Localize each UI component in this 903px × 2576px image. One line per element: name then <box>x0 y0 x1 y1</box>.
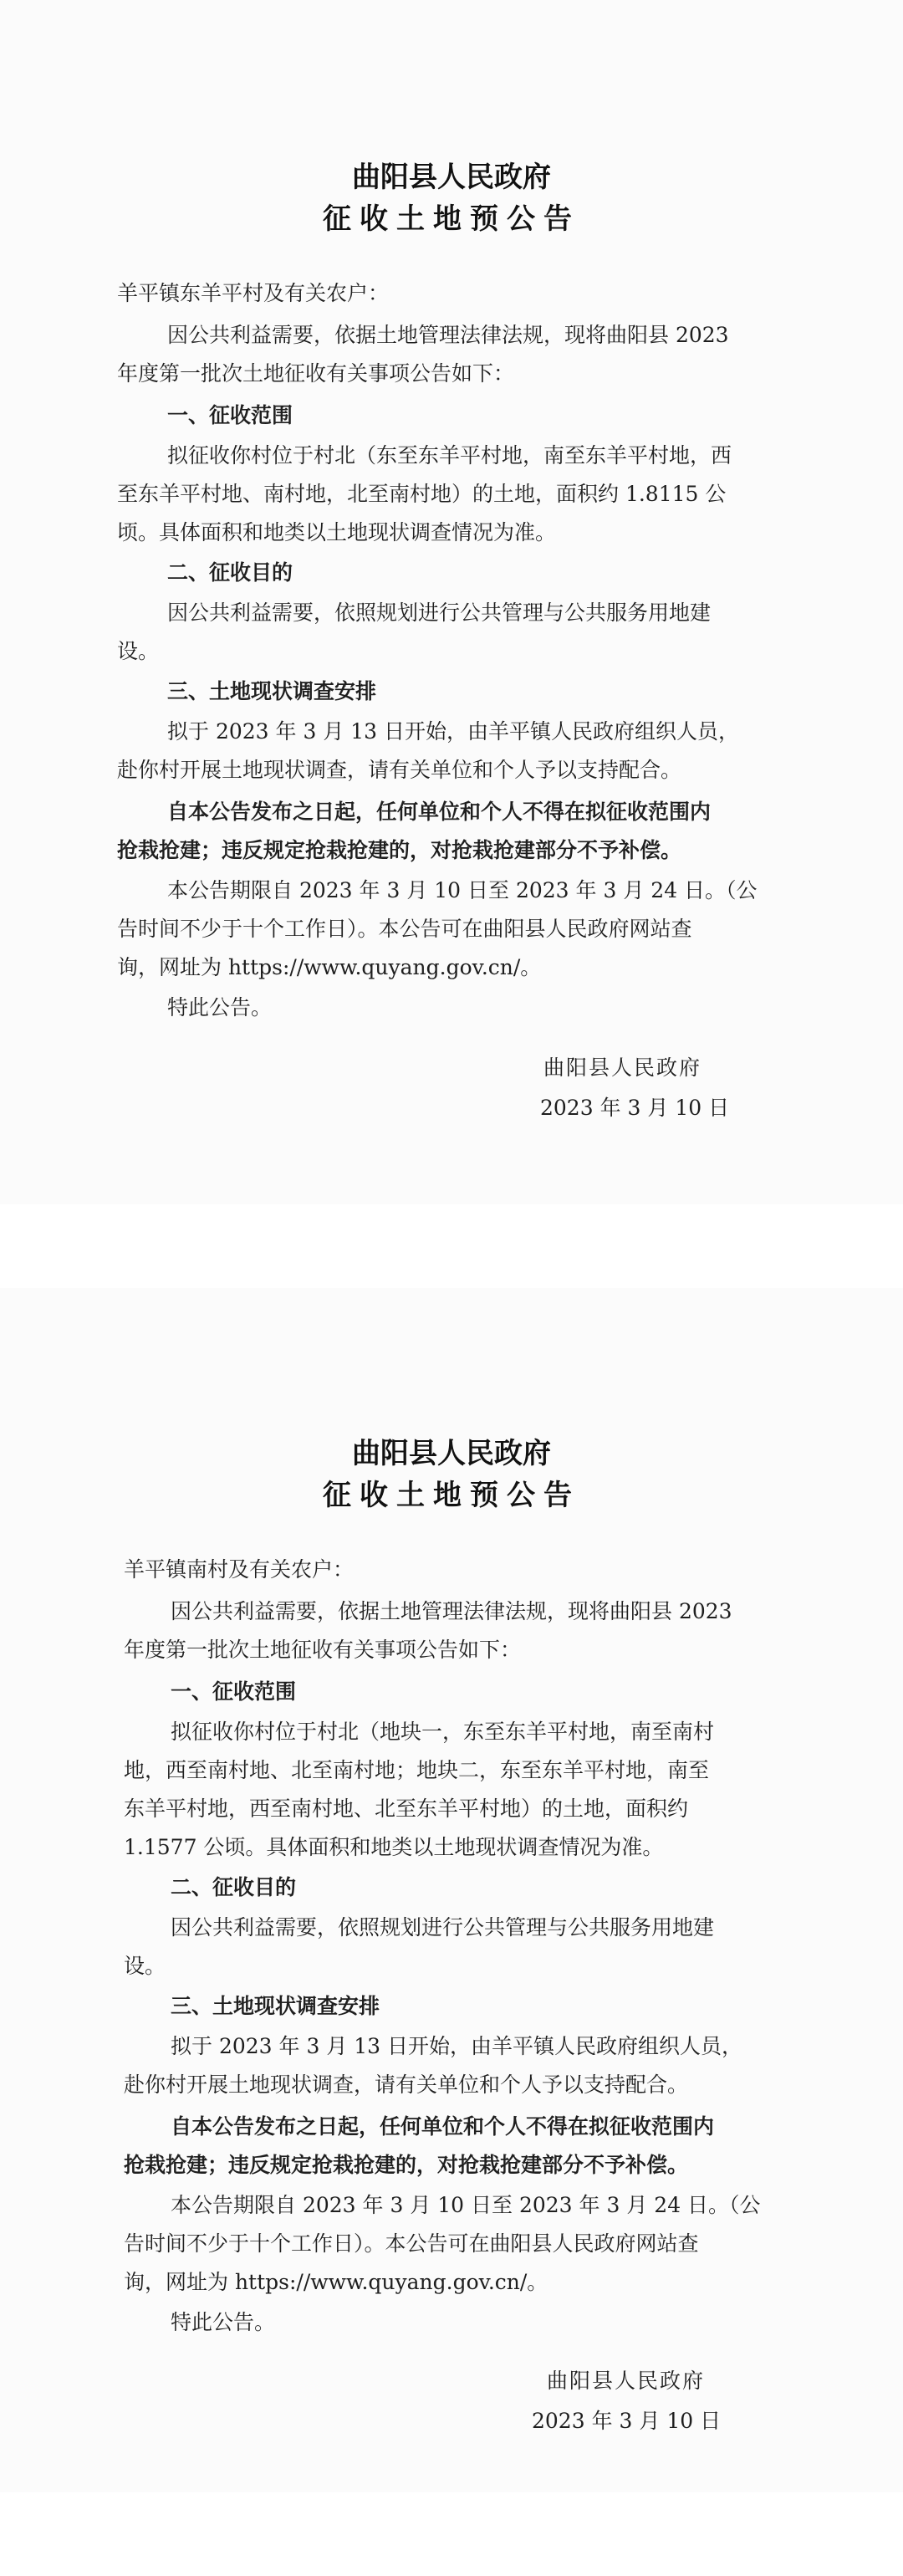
warning-line: 抢栽抢建；违反规定抢栽抢建的，对抢栽抢建部分不予补偿。 <box>117 838 682 862</box>
notice-page-1 <box>0 0 903 1204</box>
purpose-line: 因公共利益需要，依照规划进行公共管理与公共服务用地建 <box>167 601 712 625</box>
closing-text: 特此公告。 <box>167 995 273 1020</box>
survey-line: 赴你村开展土地现状调查，请有关单位和个人予以支持配合。 <box>117 758 682 782</box>
period-line: 本公告期限自 2023 年 3 月 10 日至 2023 年 3 月 24 日。（公 <box>171 2193 761 2217</box>
survey-line: 拟于 2023 年 3 月 13 日开始，由羊平镇人民政府组织人员， <box>167 719 740 744</box>
section-heading-scope: 一、征收范围 <box>171 1679 297 1704</box>
period-line: 告时间不少于十个工作日）。本公告可在曲阳县人民政府网站查 <box>117 917 692 941</box>
notice-subtitle: 征收土地预公告 <box>323 1479 580 1512</box>
period-line: 询，网址为 https://www.quyang.gov.cn/。 <box>117 955 542 979</box>
addressee: 羊平镇东羊平村及有关农户： <box>117 281 390 305</box>
page-gap <box>0 1204 903 1288</box>
section-heading-purpose: 二、征收目的 <box>167 560 293 585</box>
signer: 曲阳县人民政府 <box>547 2369 706 2393</box>
period-line: 本公告期限自 2023 年 3 月 10 日至 2023 年 3 月 24 日。（公 <box>167 878 758 902</box>
scope-line: 拟征收你村位于村北（东至东羊平村地，南至东羊平村地，西 <box>167 443 732 468</box>
warning-line: 自本公告发布之日起，任何单位和个人不得在拟征收范围内 <box>167 800 712 824</box>
period-line: 告时间不少于十个工作日）。本公告可在曲阳县人民政府网站查 <box>124 2231 699 2256</box>
purpose-line: 设。 <box>117 639 160 663</box>
survey-line: 赴你村开展土地现状调查，请有关单位和个人予以支持配合。 <box>124 2073 689 2097</box>
intro-line: 因公共利益需要，依据土地管理法律法规，现将曲阳县 2023 <box>171 1599 732 1623</box>
warning-line: 自本公告发布之日起，任何单位和个人不得在拟征收范围内 <box>171 2114 715 2139</box>
notice-title: 曲阳县人民政府 <box>352 161 551 194</box>
purpose-line: 因公共利益需要，依照规划进行公共管理与公共服务用地建 <box>171 1915 715 1940</box>
section-heading-scope: 一、征收范围 <box>167 403 293 427</box>
warning-line: 抢栽抢建；违反规定抢栽抢建的，对抢栽抢建部分不予补偿。 <box>124 2153 689 2177</box>
issue-date: 2023 年 3 月 10 日 <box>540 1096 730 1120</box>
scope-line: 顷。具体面积和地类以土地现状调查情况为准。 <box>117 520 557 544</box>
section-heading-purpose: 二、征收目的 <box>171 1875 297 1899</box>
section-heading-survey: 三、土地现状调查安排 <box>167 679 377 703</box>
closing-text: 特此公告。 <box>171 2310 276 2334</box>
notice-title: 曲阳县人民政府 <box>352 1437 551 1470</box>
purpose-line: 设。 <box>124 1954 166 1978</box>
section-heading-survey: 三、土地现状调查安排 <box>171 1994 380 2018</box>
signer: 曲阳县人民政府 <box>543 1055 702 1080</box>
intro-line: 因公共利益需要，依据土地管理法律法规，现将曲阳县 2023 <box>167 323 729 347</box>
scope-line: 东羊平村地，西至南村地、北至东羊平村地）的土地，面积约 <box>124 1797 689 1821</box>
intro-line: 年度第一批次土地征收有关事项公告如下： <box>117 361 515 386</box>
issue-date: 2023 年 3 月 10 日 <box>532 2409 722 2433</box>
scope-line: 拟征收你村位于村北（地块一，东至东羊平村地，南至南村 <box>171 1720 715 1744</box>
notice-subtitle: 征收土地预公告 <box>323 202 580 236</box>
scope-line: 至东羊平村地、南村地，北至南村地）的土地，面积约 1.8115 公 <box>117 482 727 506</box>
notice-page-2 <box>0 1288 903 2492</box>
survey-line: 拟于 2023 年 3 月 13 日开始，由羊平镇人民政府组织人员， <box>171 2034 743 2058</box>
period-line: 询，网址为 https://www.quyang.gov.cn/。 <box>124 2270 548 2294</box>
scope-line: 地，西至南村地、北至南村地；地块二，东至东羊平村地，南至 <box>124 1758 710 1782</box>
addressee: 羊平镇南村及有关农户： <box>124 1557 355 1582</box>
scope-line: 1.1577 公顷。具体面积和地类以土地现状调查情况为准。 <box>124 1835 664 1859</box>
intro-line: 年度第一批次土地征收有关事项公告如下： <box>124 1638 522 1662</box>
